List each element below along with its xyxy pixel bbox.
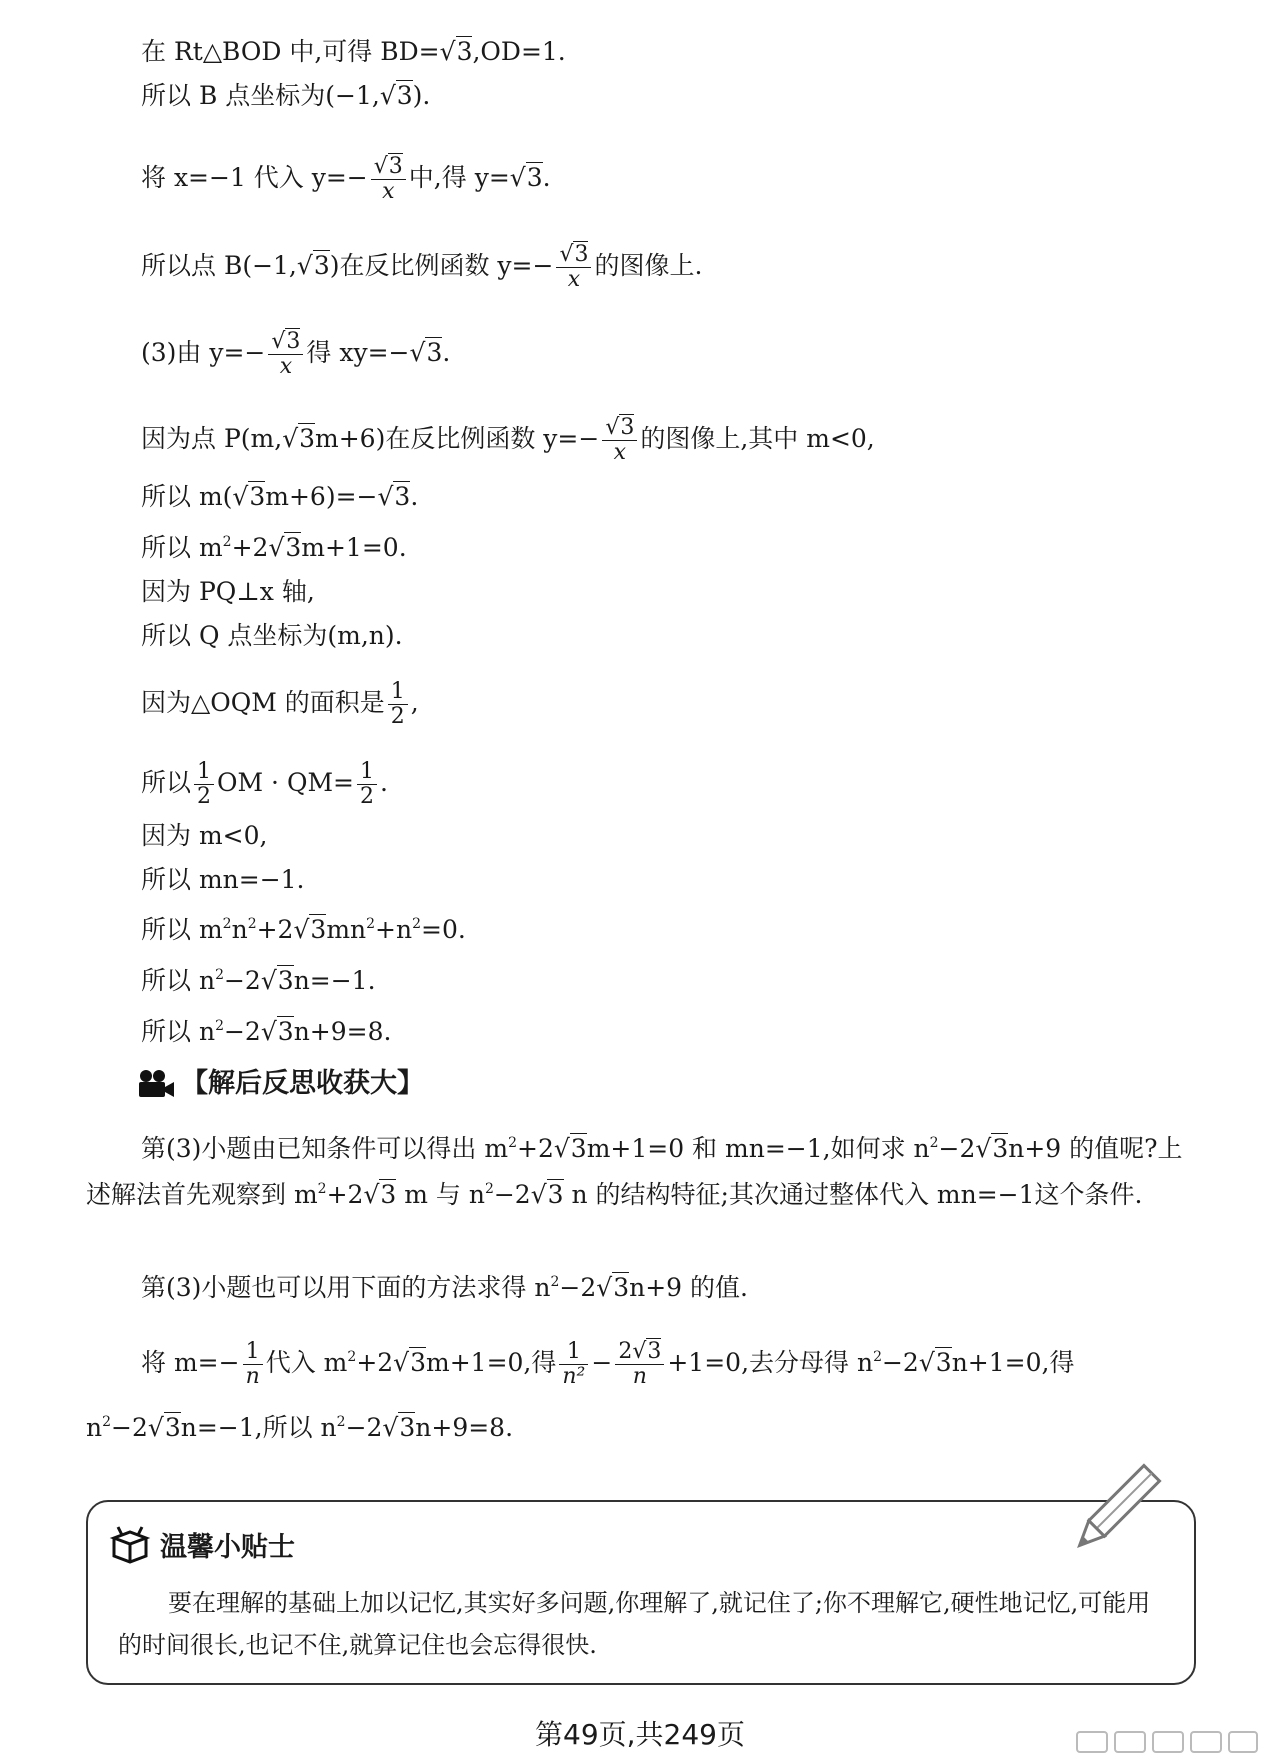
solution-line-7: 所以 m(√3m+6)=−√3. — [141, 482, 419, 511]
reflection-paragraph-2: 第(3)小题也可以用下面的方法求得 $n^2-2√3n+9$ 的值. — [141, 1273, 748, 1302]
solution-line-3: 将 x=−1 代入 y=− $\frac{√3}{x}$ 中,得 y=√3. — [141, 154, 551, 204]
solution-line-8: 所以 $m^2+2√3m+1=0$. — [141, 533, 407, 562]
solution-line-11: 因为△OQM 的面积是 $\frac{1}{2}$ , — [141, 679, 419, 729]
solution-line-4: 所以点 B(−1,√3)在反比例函数 y=− $\frac{√3}{x}$ 的图像上. — [141, 242, 703, 292]
solution-line-5: (3)由 y=− $\frac{√3}{x}$ 得 xy=−√3. — [141, 329, 451, 379]
solution-line-2: 所以 B 点坐标为(−1,√3). — [141, 81, 431, 110]
watermark-logo-icon — [1075, 1730, 1260, 1754]
tip-title: 温馨小贴士 — [160, 1531, 295, 1563]
tip-box — [86, 1500, 1196, 1685]
pencil-icon — [1055, 1460, 1165, 1570]
reflection-paragraph-4: $n^2-2√3n=-1$,所以 $n^2-2√3n+9=8$. — [86, 1413, 514, 1442]
solution-line-9: 因为 PQ⊥x 轴, — [141, 577, 315, 606]
solution-line-17: 所以 $n^2-2√3n+9=8$. — [141, 1017, 392, 1046]
solution-line-14: 所以 mn=−1. — [141, 865, 305, 894]
solution-line-12: 所以 $\frac{1}{2}$ OM · QM= $\frac{1}{2}$ . — [141, 759, 388, 809]
solution-line-16: 所以 $n^2-2√3n=-1$. — [141, 966, 376, 995]
reflection-paragraph-1: 第(3)小题由已知条件可以得出 $m^2+2√3m+1=0$ 和 mn=−1,如何求 $n^2-2√3n+9$ 的值呢?上述解法首先观察到 $m^2+2√3$ m 与 $n^2-2√3$ n 的结构特征;其次通过整体代入 mn=−1这个条件. — [86, 1134, 1183, 1209]
solution-line-13: 因为 m<0, — [141, 821, 268, 850]
tip-heading — [108, 1524, 295, 1564]
solution-line-1: 在 Rt△BOD 中,可得 BD=√3,OD=1. — [141, 37, 566, 66]
tip-text: 要在理解的基础上加以记忆,其实好多问题,你理解了,就记住了;你不理解它,硬性地记忆,可能用的时间很长,也记不住,就算记住也会忘得很快. — [118, 1589, 1151, 1659]
section-title: 【解后反思收获大】 — [181, 1068, 424, 1099]
solution-line-10: 所以 Q 点坐标为(m,n). — [141, 621, 403, 650]
reflection-paragraph-3: 将 m=− $\frac{1}{n}$ 代入 $m^2+2√3m+1=0$,得 $\frac{1}{\text{n²}}$ − $\frac{2√3}{n}$ +1=0,去分母得 $n^2-2√3n+1=0$,得 — [141, 1339, 1075, 1389]
solution-line-6: 因为点 P(m,√3m+6)在反比例函数 y=− $\frac{√3}{x}$ 的图像上,其中 m<0, — [141, 415, 875, 465]
movie-camera-icon — [137, 1069, 175, 1099]
gift-box-icon — [108, 1524, 152, 1564]
solution-line-15: 所以 $m^2n^2+2√3mn^2+n^2=0$. — [141, 915, 466, 944]
section-heading — [137, 1066, 424, 1102]
page-footer: 第49页,共249页 — [535, 1718, 745, 1751]
